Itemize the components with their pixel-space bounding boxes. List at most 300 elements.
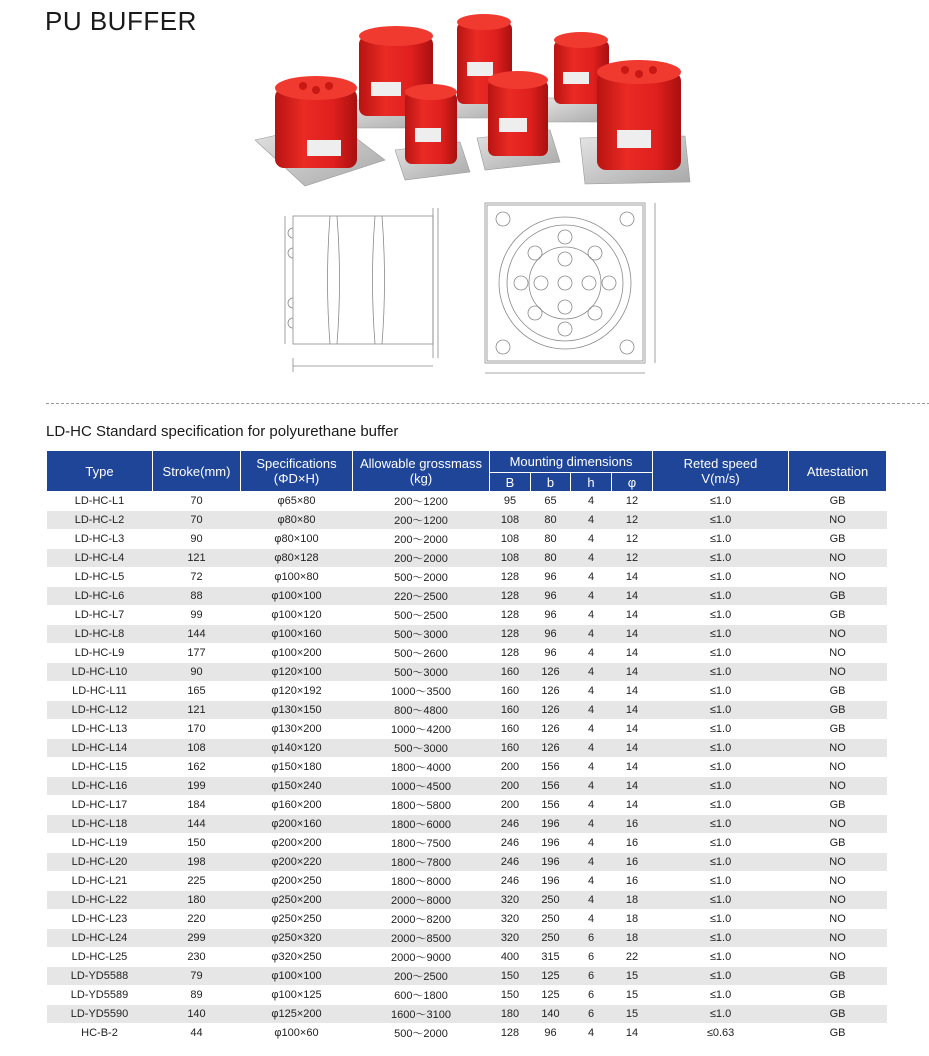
- cell-attestation: GB: [789, 701, 887, 720]
- cell-phi: 12: [612, 530, 653, 549]
- cell-B: 128: [490, 644, 531, 663]
- cell-B: 246: [490, 872, 531, 891]
- cell-B: 108: [490, 511, 531, 530]
- cell-type: LD-HC-L18: [47, 815, 153, 834]
- cell-B: 128: [490, 625, 531, 644]
- cell-b: 156: [531, 758, 571, 777]
- cell-attestation: GB: [789, 1024, 887, 1043]
- table-row: [47, 853, 887, 872]
- product-photo: [245, 10, 695, 195]
- cell-type: LD-HC-L21: [47, 872, 153, 891]
- cell-B: 160: [490, 701, 531, 720]
- cell-spec: φ150×240: [241, 777, 353, 796]
- cell-stroke: 99: [153, 606, 241, 625]
- table-row: [47, 948, 887, 967]
- cell-h: 6: [571, 948, 612, 967]
- cell-b: 80: [531, 511, 571, 530]
- cell-stroke: 140: [153, 1005, 241, 1024]
- cell-b: 156: [531, 796, 571, 815]
- table-row: [47, 587, 887, 606]
- cell-attestation: GB: [789, 986, 887, 1005]
- cell-spec: φ120×100: [241, 663, 353, 682]
- cell-B: 108: [490, 549, 531, 568]
- cell-attestation: NO: [789, 568, 887, 587]
- cell-mass: 2000～8000: [353, 891, 490, 910]
- cell-phi: 16: [612, 872, 653, 891]
- cell-stroke: 184: [153, 796, 241, 815]
- cell-attestation: NO: [789, 777, 887, 796]
- cell-type: LD-HC-L13: [47, 720, 153, 739]
- table-row: [47, 568, 887, 587]
- cell-b: 96: [531, 568, 571, 587]
- cell-h: 6: [571, 1005, 612, 1024]
- cell-type: HC-B-2: [47, 1024, 153, 1043]
- header-h: h: [571, 473, 612, 492]
- cell-phi: 16: [612, 834, 653, 853]
- cell-type: LD-HC-L12: [47, 701, 153, 720]
- table-row: [47, 967, 887, 986]
- cell-mass: 1000～4200: [353, 720, 490, 739]
- top-view-drawing: [475, 195, 675, 380]
- cell-mass: 500～3000: [353, 625, 490, 644]
- cell-stroke: 90: [153, 530, 241, 549]
- cell-phi: 14: [612, 758, 653, 777]
- cell-mass: 1000～4500: [353, 777, 490, 796]
- cell-attestation: GB: [789, 587, 887, 606]
- cell-attestation: NO: [789, 549, 887, 568]
- cell-mass: 1800～5800: [353, 796, 490, 815]
- cell-mass: 800～4800: [353, 701, 490, 720]
- cell-speed: ≤1.0: [653, 701, 789, 720]
- cell-b: 96: [531, 1024, 571, 1043]
- cell-speed: ≤1.0: [653, 720, 789, 739]
- cell-spec: φ200×250: [241, 872, 353, 891]
- cell-h: 4: [571, 549, 612, 568]
- cell-type: LD-YD5588: [47, 967, 153, 986]
- cell-mass: 500～2000: [353, 568, 490, 587]
- cell-h: 4: [571, 587, 612, 606]
- cell-spec: φ100×200: [241, 644, 353, 663]
- dashed-divider: [46, 403, 929, 404]
- cell-stroke: 199: [153, 777, 241, 796]
- cell-phi: 18: [612, 910, 653, 929]
- spec-table: [46, 450, 887, 1043]
- table-row: [47, 682, 887, 701]
- cell-b: 80: [531, 530, 571, 549]
- cell-speed: ≤1.0: [653, 663, 789, 682]
- cell-mass: 500～2600: [353, 644, 490, 663]
- cell-speed: ≤1.0: [653, 587, 789, 606]
- cell-attestation: NO: [789, 948, 887, 967]
- cell-type: LD-HC-L2: [47, 511, 153, 530]
- cell-type: LD-HC-L6: [47, 587, 153, 606]
- cell-type: LD-HC-L14: [47, 739, 153, 758]
- table-row: [47, 701, 887, 720]
- header-phi: φ: [612, 473, 653, 492]
- header-speed-line1: Reted speed: [683, 456, 758, 471]
- cell-attestation: GB: [789, 834, 887, 853]
- cell-spec: φ200×220: [241, 853, 353, 872]
- cell-B: 95: [490, 492, 531, 511]
- cell-type: LD-HC-L9: [47, 644, 153, 663]
- header-mass: [353, 451, 490, 492]
- cell-type: LD-HC-L10: [47, 663, 153, 682]
- cell-stroke: 70: [153, 511, 241, 530]
- table-row: [47, 834, 887, 853]
- cell-type: LD-YD5590: [47, 1005, 153, 1024]
- cell-h: 4: [571, 910, 612, 929]
- cell-stroke: 44: [153, 1024, 241, 1043]
- cell-speed: ≤1.0: [653, 891, 789, 910]
- cell-b: 96: [531, 644, 571, 663]
- cell-mass: 500～3000: [353, 663, 490, 682]
- cell-b: 96: [531, 606, 571, 625]
- cell-b: 140: [531, 1005, 571, 1024]
- header-stroke: Stroke(mm): [153, 451, 241, 492]
- cell-attestation: GB: [789, 492, 887, 511]
- cell-h: 4: [571, 511, 612, 530]
- cell-attestation: GB: [789, 606, 887, 625]
- cell-type: LD-HC-L22: [47, 891, 153, 910]
- cell-phi: 14: [612, 606, 653, 625]
- cell-h: 4: [571, 568, 612, 587]
- cell-stroke: 165: [153, 682, 241, 701]
- cell-b: 126: [531, 720, 571, 739]
- table-row: [47, 492, 887, 511]
- cell-spec: φ140×120: [241, 739, 353, 758]
- table-row: [47, 910, 887, 929]
- cell-attestation: NO: [789, 929, 887, 948]
- cell-spec: φ65×80: [241, 492, 353, 511]
- cell-stroke: 162: [153, 758, 241, 777]
- cell-B: 128: [490, 587, 531, 606]
- cell-mass: 220～2500: [353, 587, 490, 606]
- table-row: [47, 663, 887, 682]
- header-spec: [241, 451, 353, 492]
- cell-mass: 500～2500: [353, 606, 490, 625]
- cell-mass: 2000～9000: [353, 948, 490, 967]
- cell-speed: ≤1.0: [653, 644, 789, 663]
- cell-spec: φ80×80: [241, 511, 353, 530]
- cell-speed: ≤1.0: [653, 606, 789, 625]
- cell-phi: 22: [612, 948, 653, 967]
- cell-h: 4: [571, 834, 612, 853]
- cell-B: 180: [490, 1005, 531, 1024]
- cell-stroke: 88: [153, 587, 241, 606]
- cell-attestation: NO: [789, 739, 887, 758]
- cell-phi: 14: [612, 701, 653, 720]
- section-title: LD-HC Standard specification for polyurethane buffer: [46, 423, 399, 440]
- cell-speed: ≤1.0: [653, 682, 789, 701]
- cell-spec: φ100×120: [241, 606, 353, 625]
- cell-b: 65: [531, 492, 571, 511]
- cell-B: 160: [490, 739, 531, 758]
- table-row: [47, 777, 887, 796]
- cell-attestation: NO: [789, 644, 887, 663]
- cell-phi: 12: [612, 492, 653, 511]
- cell-b: 250: [531, 891, 571, 910]
- cell-speed: ≤1.0: [653, 834, 789, 853]
- cell-spec: φ150×180: [241, 758, 353, 777]
- cell-b: 125: [531, 986, 571, 1005]
- header-spec-line2: (ΦD×H): [273, 471, 320, 486]
- cell-B: 160: [490, 663, 531, 682]
- cell-speed: ≤1.0: [653, 530, 789, 549]
- table-row: [47, 796, 887, 815]
- table-row: [47, 644, 887, 663]
- cell-speed: ≤1.0: [653, 568, 789, 587]
- cell-mass: 500～3000: [353, 739, 490, 758]
- cell-speed: ≤1.0: [653, 853, 789, 872]
- table-row: [47, 549, 887, 568]
- cell-phi: 14: [612, 663, 653, 682]
- cell-attestation: NO: [789, 625, 887, 644]
- cell-spec: φ200×200: [241, 834, 353, 853]
- cell-spec: φ160×200: [241, 796, 353, 815]
- cell-stroke: 89: [153, 986, 241, 1005]
- cell-b: 196: [531, 834, 571, 853]
- cell-speed: ≤1.0: [653, 511, 789, 530]
- cell-stroke: 180: [153, 891, 241, 910]
- table-row: [47, 1024, 887, 1043]
- table-row: [47, 986, 887, 1005]
- spec-table-body: [47, 492, 887, 1043]
- cell-type: LD-HC-L5: [47, 568, 153, 587]
- cell-phi: 12: [612, 549, 653, 568]
- cell-b: 315: [531, 948, 571, 967]
- cell-phi: 14: [612, 739, 653, 758]
- cell-B: 200: [490, 777, 531, 796]
- cell-spec: φ130×200: [241, 720, 353, 739]
- cell-b: 96: [531, 625, 571, 644]
- cell-h: 6: [571, 929, 612, 948]
- cell-mass: 200～2000: [353, 549, 490, 568]
- cell-B: 320: [490, 929, 531, 948]
- cell-spec: φ80×100: [241, 530, 353, 549]
- cell-spec: φ250×320: [241, 929, 353, 948]
- cell-speed: ≤1.0: [653, 1005, 789, 1024]
- cell-phi: 14: [612, 625, 653, 644]
- cell-stroke: 177: [153, 644, 241, 663]
- table-row: [47, 872, 887, 891]
- table-row: [47, 739, 887, 758]
- cell-B: 246: [490, 834, 531, 853]
- cell-b: 196: [531, 853, 571, 872]
- cell-stroke: 90: [153, 663, 241, 682]
- side-view-drawing: [275, 198, 445, 380]
- cell-B: 108: [490, 530, 531, 549]
- cell-b: 156: [531, 777, 571, 796]
- cell-speed: ≤1.0: [653, 815, 789, 834]
- cell-attestation: GB: [789, 1005, 887, 1024]
- cell-h: 4: [571, 682, 612, 701]
- cell-phi: 15: [612, 986, 653, 1005]
- cell-type: LD-HC-L16: [47, 777, 153, 796]
- cell-mass: 1800～6000: [353, 815, 490, 834]
- cell-B: 246: [490, 815, 531, 834]
- table-row: [47, 606, 887, 625]
- cell-spec: φ130×150: [241, 701, 353, 720]
- cell-attestation: GB: [789, 967, 887, 986]
- cell-speed: ≤1.0: [653, 872, 789, 891]
- cell-b: 126: [531, 663, 571, 682]
- cell-spec: φ100×60: [241, 1024, 353, 1043]
- table-row: [47, 758, 887, 777]
- cell-phi: 15: [612, 967, 653, 986]
- cell-b: 126: [531, 682, 571, 701]
- cell-h: 6: [571, 967, 612, 986]
- cell-b: 126: [531, 701, 571, 720]
- cell-stroke: 144: [153, 815, 241, 834]
- cell-B: 128: [490, 606, 531, 625]
- cell-B: 200: [490, 758, 531, 777]
- cell-stroke: 299: [153, 929, 241, 948]
- cell-spec: φ80×128: [241, 549, 353, 568]
- header-attestation: Attestation: [789, 451, 887, 492]
- cell-phi: 14: [612, 796, 653, 815]
- cell-h: 4: [571, 853, 612, 872]
- cell-phi: 14: [612, 720, 653, 739]
- cell-B: 150: [490, 986, 531, 1005]
- cell-attestation: GB: [789, 796, 887, 815]
- cell-h: 4: [571, 720, 612, 739]
- header-mass-line1: Allowable grossmass: [359, 456, 483, 471]
- cell-phi: 18: [612, 891, 653, 910]
- cell-mass: 2000～8200: [353, 910, 490, 929]
- cell-h: 4: [571, 1024, 612, 1043]
- header-mass-line2: (kg): [409, 471, 433, 486]
- cell-type: LD-HC-L25: [47, 948, 153, 967]
- cell-type: LD-HC-L23: [47, 910, 153, 929]
- cell-speed: ≤1.0: [653, 967, 789, 986]
- table-row: [47, 511, 887, 530]
- cell-mass: 1000～3500: [353, 682, 490, 701]
- cell-attestation: NO: [789, 511, 887, 530]
- cell-stroke: 230: [153, 948, 241, 967]
- cell-h: 4: [571, 739, 612, 758]
- cell-b: 96: [531, 587, 571, 606]
- cell-attestation: GB: [789, 530, 887, 549]
- cell-B: 246: [490, 853, 531, 872]
- cell-type: LD-HC-L3: [47, 530, 153, 549]
- cell-phi: 16: [612, 853, 653, 872]
- table-row: [47, 625, 887, 644]
- cell-h: 4: [571, 758, 612, 777]
- cell-B: 320: [490, 891, 531, 910]
- cell-h: 4: [571, 492, 612, 511]
- cell-speed: ≤1.0: [653, 948, 789, 967]
- cell-mass: 1800～4000: [353, 758, 490, 777]
- cell-phi: 14: [612, 568, 653, 587]
- cell-speed: ≤0.63: [653, 1024, 789, 1043]
- cell-B: 320: [490, 910, 531, 929]
- cell-mass: 500～2000: [353, 1024, 490, 1043]
- cell-stroke: 225: [153, 872, 241, 891]
- cell-b: 196: [531, 872, 571, 891]
- cell-mass: 2000～8500: [353, 929, 490, 948]
- cell-stroke: 108: [153, 739, 241, 758]
- cell-spec: φ250×250: [241, 910, 353, 929]
- cell-B: 160: [490, 682, 531, 701]
- cell-attestation: NO: [789, 872, 887, 891]
- cell-speed: ≤1.0: [653, 549, 789, 568]
- cell-h: 4: [571, 530, 612, 549]
- cell-mass: 200～2500: [353, 967, 490, 986]
- cell-stroke: 79: [153, 967, 241, 986]
- table-row: [47, 815, 887, 834]
- cell-b: 250: [531, 929, 571, 948]
- cell-attestation: NO: [789, 815, 887, 834]
- cell-type: LD-HC-L17: [47, 796, 153, 815]
- cell-h: 4: [571, 701, 612, 720]
- cell-h: 4: [571, 815, 612, 834]
- cell-B: 128: [490, 568, 531, 587]
- cell-attestation: NO: [789, 853, 887, 872]
- cell-B: 400: [490, 948, 531, 967]
- cell-spec: φ100×125: [241, 986, 353, 1005]
- header-speed-line2: V(m/s): [701, 471, 740, 486]
- cell-spec: φ250×200: [241, 891, 353, 910]
- cell-phi: 14: [612, 587, 653, 606]
- cell-type: LD-HC-L19: [47, 834, 153, 853]
- cell-stroke: 121: [153, 701, 241, 720]
- cell-speed: ≤1.0: [653, 910, 789, 929]
- cell-speed: ≤1.0: [653, 929, 789, 948]
- cell-h: 4: [571, 872, 612, 891]
- header-b: b: [531, 473, 571, 492]
- cell-mass: 1600～3100: [353, 1005, 490, 1024]
- cell-attestation: NO: [789, 910, 887, 929]
- cell-h: 6: [571, 986, 612, 1005]
- cell-type: LD-HC-L4: [47, 549, 153, 568]
- cell-stroke: 70: [153, 492, 241, 511]
- cell-speed: ≤1.0: [653, 492, 789, 511]
- table-row: [47, 891, 887, 910]
- cell-h: 4: [571, 644, 612, 663]
- cell-h: 4: [571, 777, 612, 796]
- cell-stroke: 170: [153, 720, 241, 739]
- cell-speed: ≤1.0: [653, 777, 789, 796]
- cell-B: 150: [490, 967, 531, 986]
- cell-h: 4: [571, 796, 612, 815]
- cell-b: 126: [531, 739, 571, 758]
- cell-mass: 1800～7800: [353, 853, 490, 872]
- cell-h: 4: [571, 606, 612, 625]
- cell-h: 4: [571, 625, 612, 644]
- cell-spec: φ320×250: [241, 948, 353, 967]
- cell-spec: φ100×100: [241, 967, 353, 986]
- cell-speed: ≤1.0: [653, 758, 789, 777]
- cell-phi: 14: [612, 682, 653, 701]
- cell-speed: ≤1.0: [653, 625, 789, 644]
- cell-h: 4: [571, 891, 612, 910]
- cell-phi: 12: [612, 511, 653, 530]
- cell-speed: ≤1.0: [653, 986, 789, 1005]
- cell-mass: 200～1200: [353, 511, 490, 530]
- cell-stroke: 150: [153, 834, 241, 853]
- cell-phi: 18: [612, 929, 653, 948]
- cell-mass: 200～2000: [353, 530, 490, 549]
- cell-type: LD-HC-L8: [47, 625, 153, 644]
- cell-spec: φ100×160: [241, 625, 353, 644]
- cell-stroke: 121: [153, 549, 241, 568]
- cell-attestation: NO: [789, 663, 887, 682]
- table-row: [47, 929, 887, 948]
- header-mounting: Mounting dimensions: [490, 451, 653, 473]
- header-spec-line1: Specifications: [256, 456, 337, 471]
- cell-spec: φ120×192: [241, 682, 353, 701]
- cell-type: LD-HC-L7: [47, 606, 153, 625]
